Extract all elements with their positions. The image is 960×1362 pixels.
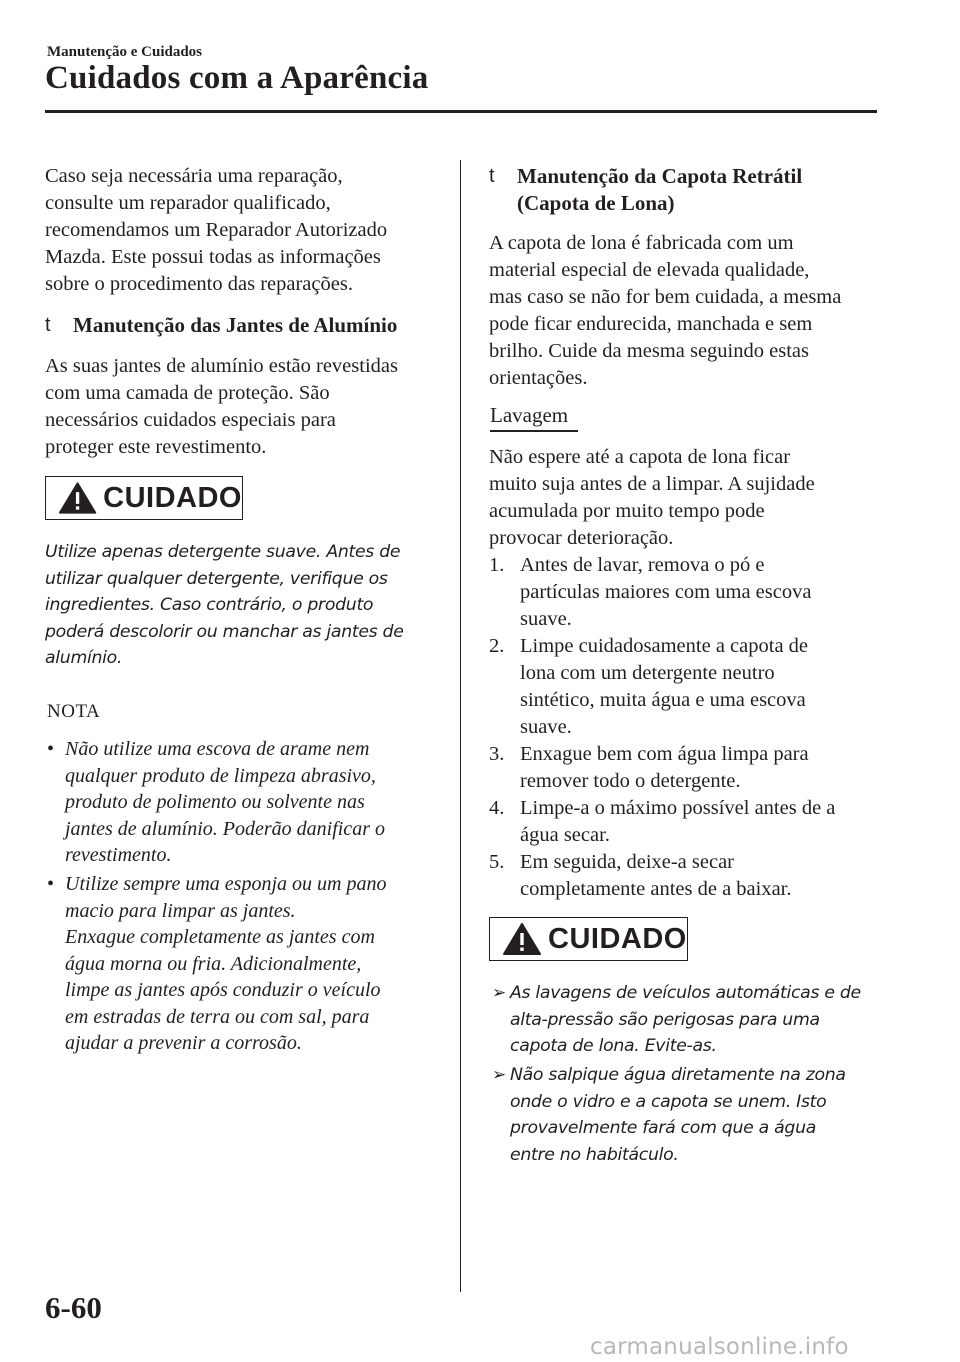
text-line: jantes de alumínio. Poderão danificar o	[65, 817, 385, 840]
subheading-text: Lavagem	[490, 403, 569, 427]
text-line: limpe as jantes após conduzir o veículo	[65, 979, 381, 1001]
wash-step	[489, 795, 889, 849]
text-line: água secar.	[520, 824, 610, 846]
header-divider	[45, 110, 877, 113]
intro-paragraph	[45, 163, 445, 298]
text-line: Utilize sempre uma esponja ou um pano	[65, 873, 387, 895]
text-line: suave.	[520, 716, 572, 738]
text-line: material especial de elevada qualidade,	[489, 259, 810, 281]
text-line: pode ficar endurecida, manchada e sem	[489, 313, 813, 335]
text-line: brilho. Cuide da mesma seguindo estas	[489, 340, 809, 362]
caution-box	[45, 476, 243, 520]
text-line: onde o vidro e a capota se unem. Isto	[510, 1091, 827, 1112]
text-line: acumulada por muito tempo pode	[489, 500, 765, 522]
text-line: partículas maiores com uma escova	[520, 581, 812, 603]
text-line: poderá descolorir ou manchar as jantes de	[45, 621, 404, 642]
text-line: Enxague bem com água limpa para	[520, 743, 809, 765]
warning-triangle-icon	[58, 481, 97, 515]
warning-triangle-icon	[502, 922, 542, 956]
text-line: provavelmente fará com que a água	[510, 1118, 817, 1138]
subheading-washing	[490, 403, 590, 433]
step-number: 2.	[489, 635, 505, 657]
step-number: 4.	[489, 797, 505, 819]
text-line: Limpe cuidadosamente a capota de	[520, 635, 809, 657]
text-line: revestimento.	[65, 844, 172, 866]
text-line: Em seguida, deixe-a secar	[520, 851, 735, 873]
text-line: completamente antes de a baixar.	[520, 878, 792, 900]
text-line: ajudar a prevenir a corrosão.	[65, 1032, 302, 1054]
text-line: alumínio.	[45, 648, 123, 668]
washing-paragraph	[489, 444, 889, 552]
soft-top-paragraph	[489, 230, 889, 392]
step-number: 1.	[489, 554, 505, 576]
caution-item	[492, 980, 892, 1060]
text-line: remover todo o detergente.	[520, 770, 741, 792]
chapter-title: Cuidados com a Aparência	[45, 60, 429, 96]
caution-label: CUIDADO	[548, 922, 687, 955]
text-line: ingredientes. Caso contrário, o produto	[45, 595, 374, 615]
heading-text: Manutenção da Capota Retrátil	[517, 164, 803, 188]
step-number: 3.	[489, 743, 505, 765]
text-line: água morna ou fria. Adicionalmente,	[65, 952, 362, 975]
wash-step	[489, 633, 889, 741]
heading-marker-icon: t	[45, 314, 51, 336]
column-divider	[460, 160, 461, 1292]
text-line: entre no habitáculo.	[510, 1144, 679, 1165]
wash-step	[489, 849, 889, 903]
text-line: necessários cuidados especiais para	[45, 409, 336, 431]
text-line: A capota de lona é fabricada com um	[489, 232, 794, 254]
text-line: Caso seja necessária uma reparação,	[45, 165, 343, 187]
bullet-icon: •	[47, 738, 55, 760]
text-line: Mazda. Este possui todas as informações	[45, 246, 381, 268]
note-label: NOTA	[47, 701, 101, 722]
text-line: orientações.	[489, 367, 588, 389]
caution-box	[489, 917, 688, 961]
alloy-wheels-paragraph	[45, 353, 445, 461]
text-line: Não utilize uma escova de arame nem	[65, 738, 370, 760]
note-item	[47, 736, 447, 871]
heading-text: (Capota de Lona)	[517, 191, 675, 215]
arrow-bullet-icon: ➢	[492, 983, 506, 1003]
text-line: com uma camada de proteção. São	[45, 382, 330, 404]
heading-text: Manutenção das Jantes de Alumínio	[73, 313, 398, 337]
text-line: sobre o procedimento das reparações.	[45, 273, 353, 295]
text-line: Enxague completamente as jantes com	[65, 926, 375, 948]
text-line: suave.	[520, 608, 572, 630]
text-line: lona com um detergente neutro	[520, 662, 775, 684]
text-line: Utilize apenas detergente suave. Antes de	[45, 542, 401, 562]
section-heading-alloy-wheels	[45, 312, 445, 340]
text-line: As lavagens de veículos automáticas e de	[510, 983, 861, 1003]
text-line: consulte um reparador qualificado,	[45, 192, 331, 214]
text-line: muito suja antes de a limpar. A sujidade	[489, 473, 815, 495]
watermark: carmanualsonline.info	[590, 1334, 849, 1360]
text-line: mas caso se não for bem cuidada, a mesma	[489, 286, 842, 308]
step-number: 5.	[489, 851, 505, 873]
text-line: Limpe-a o máximo possível antes de a	[520, 797, 836, 819]
text-line: Antes de lavar, remova o pó e	[520, 554, 765, 576]
text-line: utilizar qualquer detergente, verifique os	[45, 568, 388, 589]
note-item	[47, 871, 447, 1061]
page-number: 6-60	[45, 1290, 102, 1325]
text-line: alta-pressão são perigosas para uma	[510, 1009, 820, 1030]
text-line: em estradas de terra ou com sal, para	[65, 1005, 370, 1028]
wash-step	[489, 741, 889, 795]
text-line: Não espere até a capota de lona ficar	[489, 446, 791, 468]
caution-label: CUIDADO	[103, 481, 242, 514]
text-line: As suas jantes de alumínio estão revestidas	[45, 355, 398, 377]
text-line: qualquer produto de limpeza abrasivo,	[65, 764, 376, 787]
bullet-icon: •	[47, 873, 55, 895]
caution-text	[45, 539, 445, 672]
text-line: capota de lona. Evite-as.	[510, 1036, 717, 1056]
text-line: produto de polimento ou solvente nas	[65, 791, 365, 813]
text-line: provocar deterioração.	[489, 527, 674, 549]
caution-item	[492, 1062, 892, 1170]
text-line: recomendamos um Reparador Autorizado	[45, 219, 388, 241]
arrow-bullet-icon: ➢	[492, 1065, 506, 1085]
text-line: proteger este revestimento.	[45, 436, 267, 458]
section-heading-soft-top	[489, 163, 889, 219]
subheading-underline	[490, 430, 578, 432]
heading-marker-icon: t	[489, 165, 495, 187]
text-line: sintético, muita água e uma escova	[520, 689, 806, 711]
text-line: Não salpique água diretamente na zona	[510, 1065, 846, 1085]
wash-step	[489, 552, 889, 633]
section-label: Manutenção e Cuidados	[47, 44, 203, 60]
text-line: macio para limpar as jantes.	[65, 899, 296, 922]
